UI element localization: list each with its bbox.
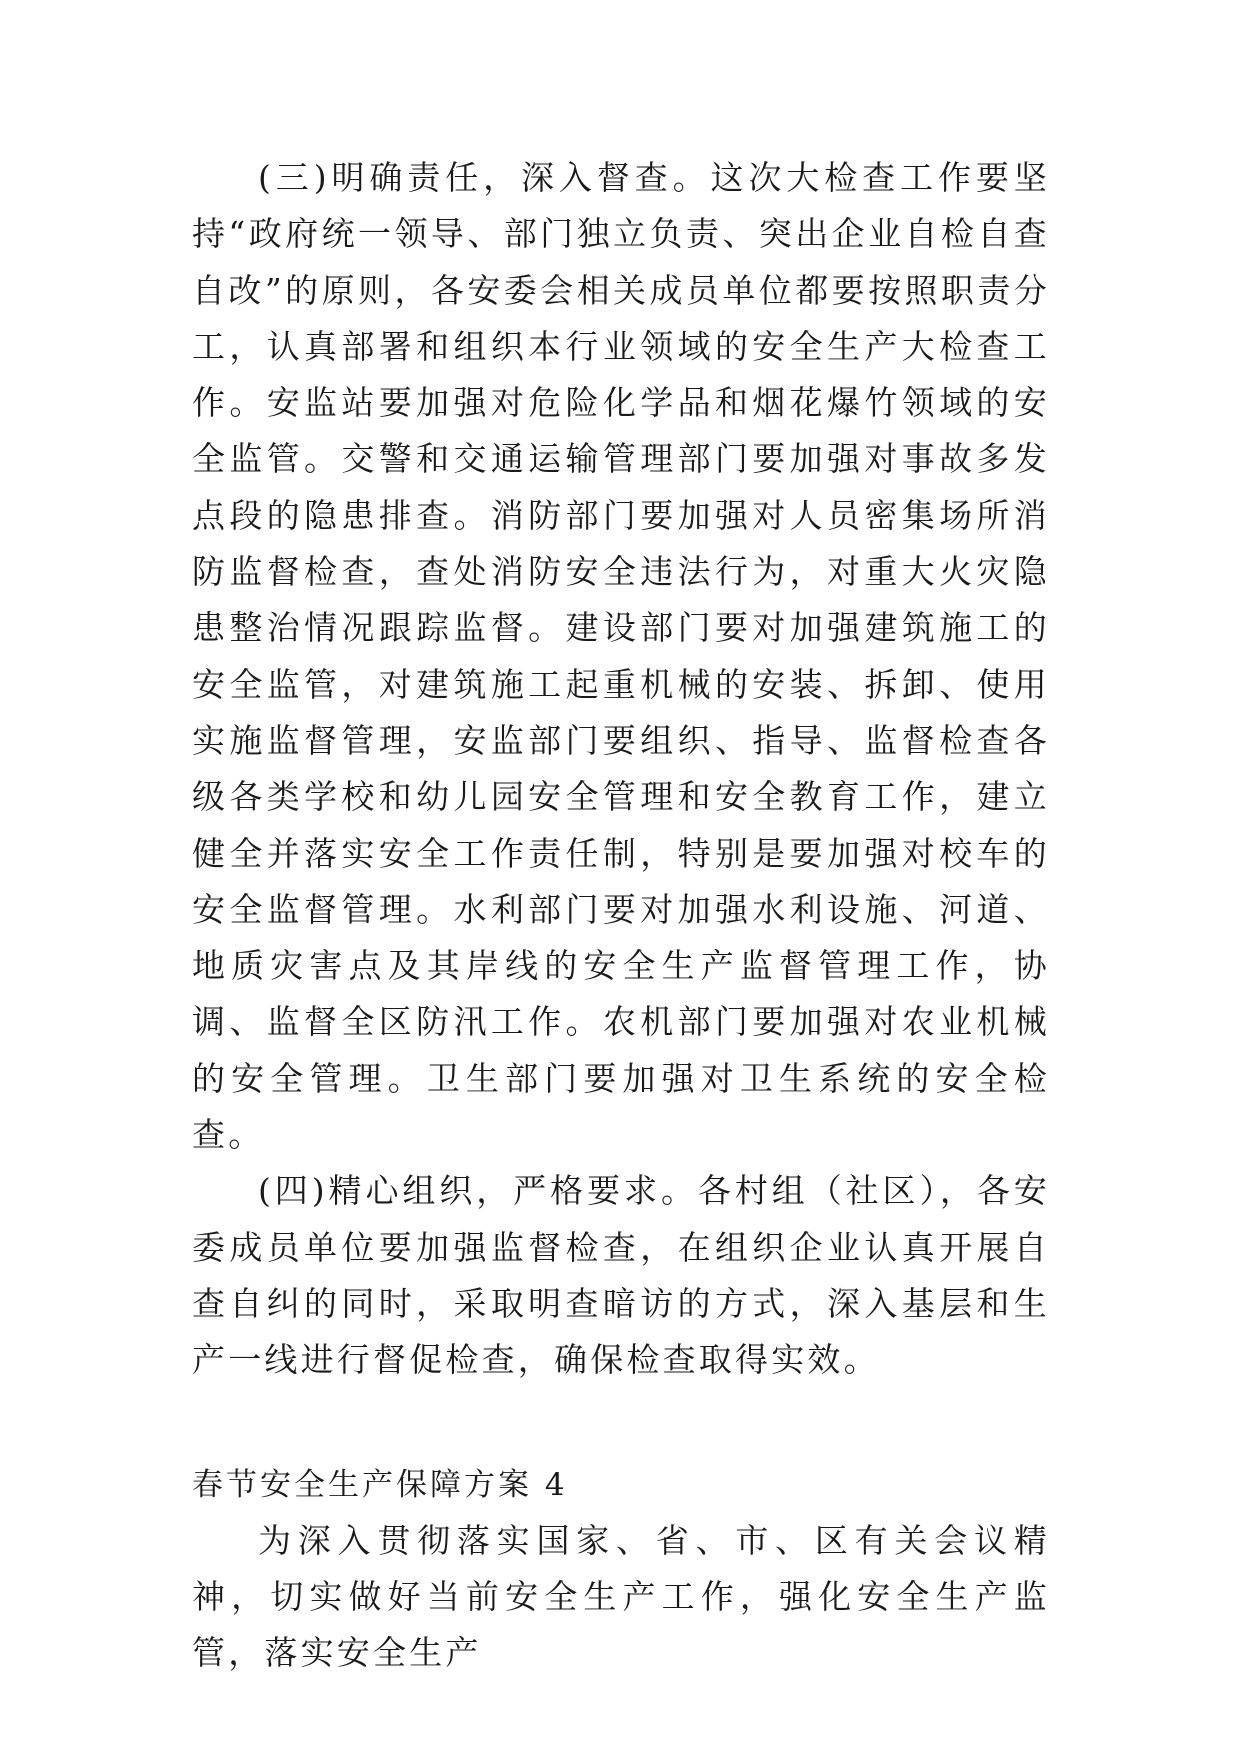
paragraph-responsibility: (三)明确责任，深入督查。这次大检查工作要坚持“政府统一领导、部门独立负责、突出企业自检自查自改”的原则，各安委会相关成员单位都要按照职责分工，认真部署和组织本行业领域的安全生产大检查工作。安监站要加强对危险化学品和烟花爆竹领域的安全监管。交警和交通运输管理部门要加强对事故多发点段的隐患排查。消防部门要加强对人员密集场所消防监督检查，查处消防安全违法行为，对重大火灾隐患整治情况跟踪监督。建设部门要对加强建筑施工的安全监管，对建筑施工起重机械的安装、拆卸、使用实施监督管理，安监部门要组织、指导、监督检查各级各类学校和幼儿园安全管理和安全教育工作，建立健全并落实安全工作责任制，特别是要加强对校车的安全监督管理。水利部门要对加强水利设施、河道、地质灾害点及其岸线的安全生产监督管理工作，协调、监督全区防汛工作。农机部门要加强对农业机械的安全管理。卫生部门要加强对卫生系统的安全检查。 <box>192 158 1050 1155</box>
section-title: 春节安全生产保障方案 4 <box>192 1466 568 1503</box>
document-body <box>192 150 1050 1681</box>
paragraph-intro: 为深入贯彻落实国家、省、市、区有关会议精神，切实做好当前安全生产工作，强化安全生产监管，落实安全生产 <box>192 1520 1050 1673</box>
paragraph-organization: (四)精心组织，严格要求。各村组（社区），各安委成员单位要加强监督检查，在组织企业认真开展自查自纠的同时，采取明查暗访的方式，深入基层和生产一线进行督促检查，确保检查取得实效。 <box>192 1171 1050 1380</box>
